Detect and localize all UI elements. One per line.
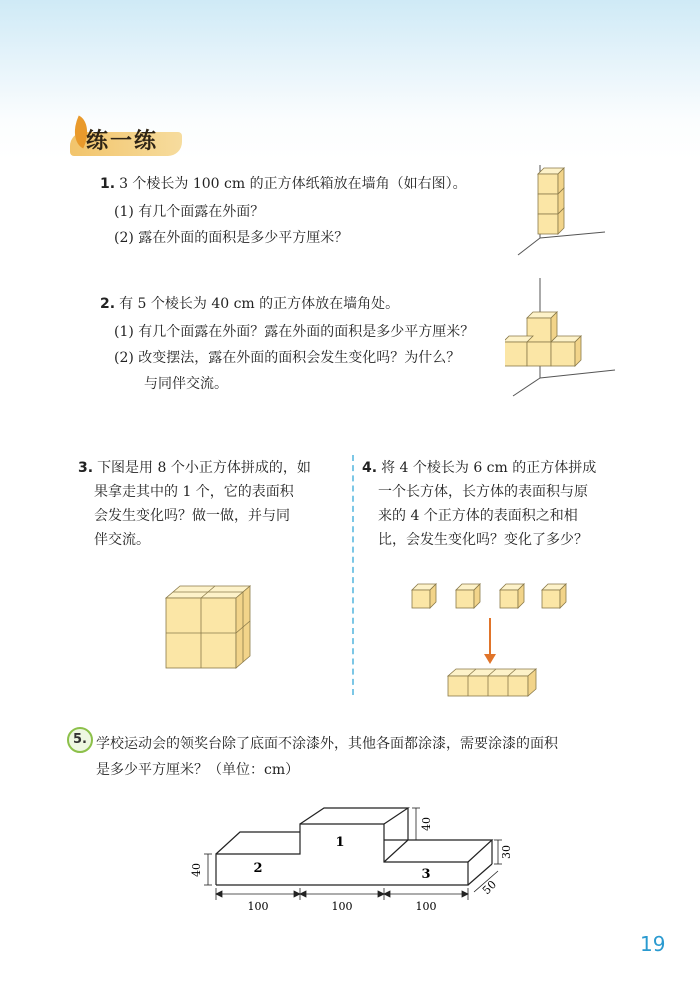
step-2-label: 2 <box>253 861 263 876</box>
step-3-label: 3 <box>421 867 431 882</box>
dim-depth-text: 50 <box>479 877 500 898</box>
joined-cuboid <box>448 669 536 696</box>
question-2-sub-2-continued: 与同伴交流。 <box>144 376 228 392</box>
dimension-widths <box>216 888 468 900</box>
question-1 <box>100 172 467 196</box>
question-line: 一个长方体，长方体的表面积与原 <box>378 484 588 500</box>
floor-edge-right <box>540 370 615 378</box>
corner-cubes-figure <box>505 278 625 398</box>
question-text: 有 5 个棱长为 40 cm 的正方体放在墙角处。 <box>119 296 400 312</box>
cube-block <box>166 586 250 668</box>
question-line: 比，会发生变化吗？变化了多少？ <box>378 532 588 548</box>
question-line: 会发生变化吗？做一做，并与同 <box>94 508 290 524</box>
separate-cubes <box>412 584 566 608</box>
question-number: 1. <box>100 176 116 192</box>
question-1-sub-2: (2) 露在外面的面积是多少平方厘米？ <box>114 230 349 246</box>
dim-right-text: 30 <box>500 845 513 859</box>
dimension-right-height <box>494 840 513 864</box>
question-3 <box>78 456 348 552</box>
question-number: 2. <box>100 296 116 312</box>
question-line: 果拿走其中的 1 个，它的表面积 <box>94 484 294 500</box>
cube-stack <box>538 168 564 234</box>
question-number: 4. <box>362 460 378 476</box>
question-number: 3. <box>78 460 94 476</box>
dim-top-text: 40 <box>420 817 433 831</box>
question-line: 将 4 个棱长为 6 cm 的正方体拼成 <box>381 460 597 476</box>
question-1-sub-1: (1) 有几个面露在外面？ <box>114 204 265 220</box>
question-5-badge: 5. <box>67 727 93 753</box>
question-4 <box>362 456 642 552</box>
page-number: 19 <box>640 932 666 956</box>
question-text: 3 个棱长为 100 cm 的正方体纸箱放在墙角（如右图）。 <box>119 176 467 192</box>
down-arrow-icon <box>484 618 496 664</box>
step-1-label: 1 <box>335 835 345 850</box>
floor-edge-left <box>513 378 540 396</box>
question-5-line-2: 是多少平方厘米？（单位：cm） <box>96 762 300 778</box>
question-2-sub-2: (2) 改变摆法，露在外面的面积会发生变化吗？为什么？ <box>114 350 461 366</box>
cube-2x2x2-figure <box>160 578 260 678</box>
question-line: 来的 4 个正方体的表面积之和相 <box>378 508 578 524</box>
podium-diagram <box>188 800 518 915</box>
column-divider <box>352 455 354 695</box>
dim-width-3: 100 <box>415 900 437 913</box>
four-cubes-figure <box>408 580 578 700</box>
dimension-left-height <box>190 854 212 885</box>
question-2 <box>100 292 399 316</box>
dim-width-1: 100 <box>247 900 269 913</box>
dim-width-2: 100 <box>331 900 353 913</box>
cube-group <box>505 312 581 366</box>
heading-text: 练一练 <box>86 129 159 154</box>
question-5-line-1: 学校运动会的领奖台除了底面不涂漆外，其他各面都涂漆，需要涂漆的面积 <box>96 736 558 752</box>
dimension-depth <box>474 871 499 897</box>
section-heading <box>70 118 185 162</box>
stacked-cubes-figure <box>510 160 620 260</box>
question-line: 伴交流。 <box>94 532 150 548</box>
dim-left-text: 40 <box>190 863 203 877</box>
floor-edge-left <box>518 238 540 255</box>
dimension-top-height <box>412 808 433 840</box>
question-line: 下图是用 8 个小正方体拼成的，如 <box>97 460 311 476</box>
question-2-sub-1: (1) 有几个面露在外面？露在外面的面积是多少平方厘米？ <box>114 324 475 340</box>
